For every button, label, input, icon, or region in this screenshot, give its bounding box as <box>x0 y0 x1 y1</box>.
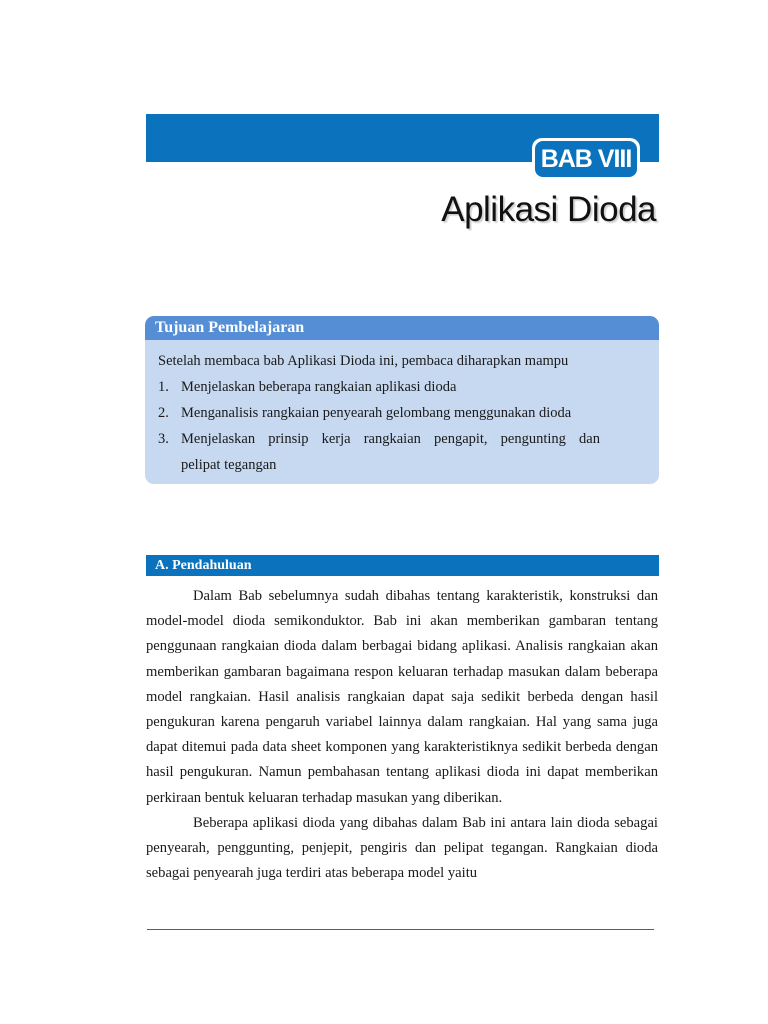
section-body <box>146 584 658 886</box>
objective-text-continuation: pelipat tegangan <box>181 457 277 473</box>
learning-objectives-box <box>145 316 659 484</box>
body-paragraph: Dalam Bab sebelumnya sudah dibahas tentang karakteristik, konstruksi dan model-model dioda semikonduktor. Bab ini akan memberikan gambaran tentang penggunaan rangkaian dioda dalam berbagai bidang aplikasi. Analisis rangkaian akan memberikan gambaran bagaimana respon keluaran terhadap masukan dalam beberapa model rangkaian. Hasil analisis rangkaian dapat saja sedikit berbeda dengan hasil pengukuran karena pengaruh variabel lainnya dalam rangkaian. Hal yang sama juga dapat ditemui pada data sheet komponen yang karakteristiknya sedikit berbeda dengan hasil pengukuran. Namun pembahasan tentang aplikasi dioda ini dapat memberikan perkiraan bentuk keluaran terhadap masukan yang diberikan. <box>146 588 658 806</box>
objective-number: 3. <box>158 431 169 447</box>
page-footer-rule <box>147 929 654 930</box>
chapter-badge <box>532 138 640 180</box>
objective-number: 1. <box>158 379 169 395</box>
chapter-badge-label: BAB VIII <box>535 141 637 177</box>
objective-text: Menjelaskan beberapa rangkaian aplikasi dioda <box>181 379 457 395</box>
objective-number: 2. <box>158 405 169 421</box>
learning-objectives-intro: Setelah membaca bab Aplikasi Dioda ini, pembaca diharapkan mampu <box>158 353 569 369</box>
learning-objectives-heading: Tujuan Pembelajaran <box>145 316 659 340</box>
objective-text: Menjelaskan prinsip kerja rangkaian pengapit, pengunting dan <box>181 431 600 447</box>
objective-text: Menganalisis rangkaian penyearah gelombang menggunakan dioda <box>181 405 572 421</box>
body-paragraph: Beberapa aplikasi dioda yang dibahas dalam Bab ini antara lain dioda sebagai penyearah, penggunting, penjepit, pengiris dan pelipat tegangan. Rangkaian dioda sebagai penyearah juga terdiri atas beberapa model yaitu <box>146 814 658 882</box>
chapter-title: Aplikasi Dioda <box>441 190 656 229</box>
section-heading: A. Pendahuluan <box>146 555 659 576</box>
